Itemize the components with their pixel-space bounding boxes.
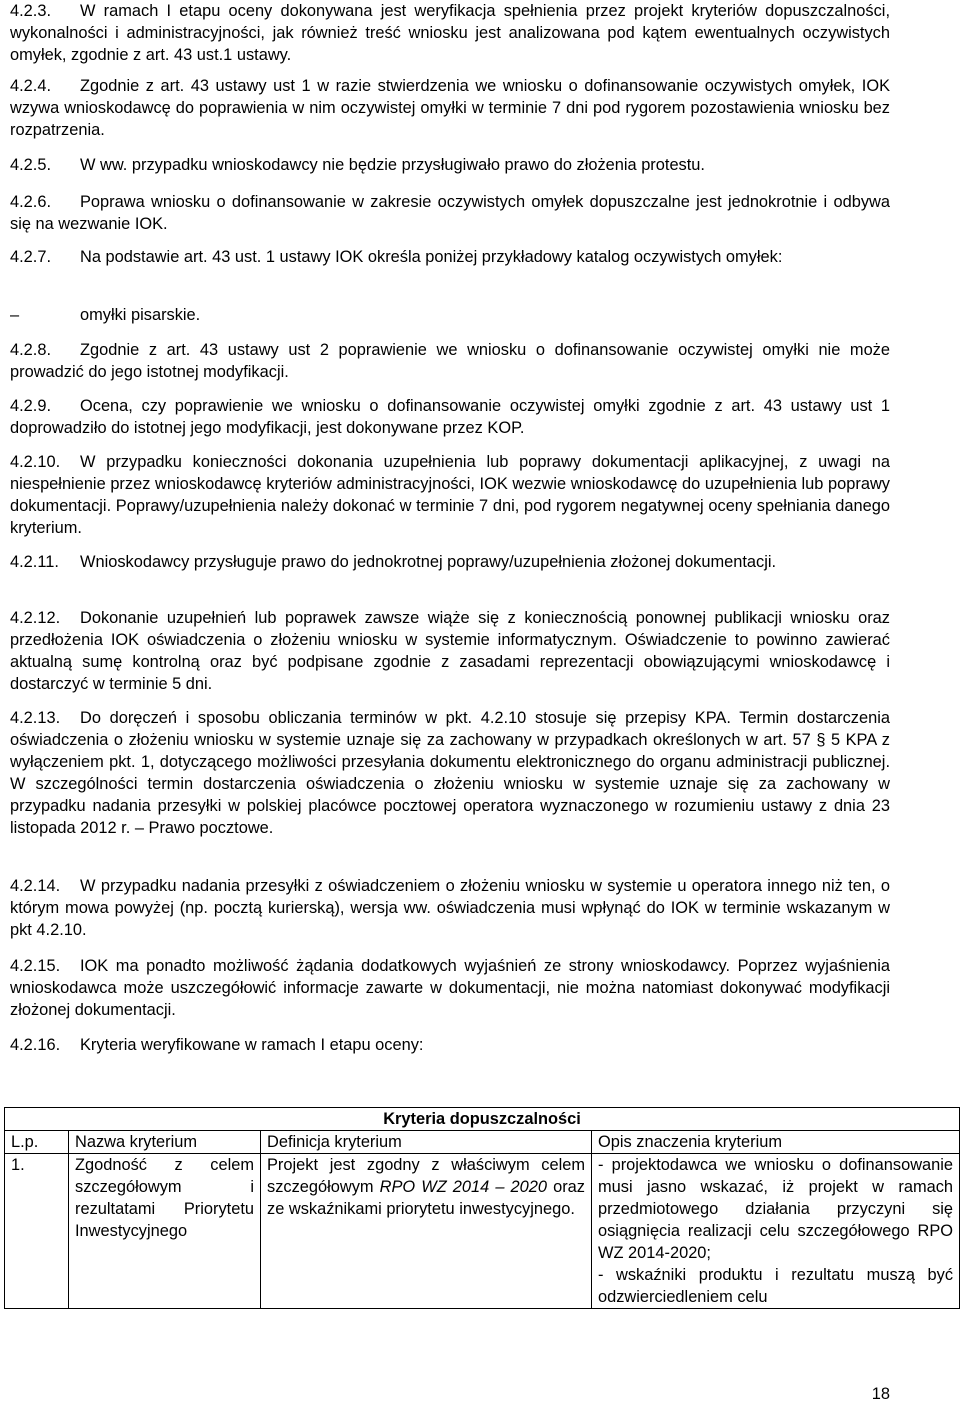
row-criterion-description [592,1154,960,1309]
column-header: L.p. [5,1131,69,1154]
paragraph-number: 4.2.15. [10,957,61,975]
paragraph-4-2-15 [10,955,890,1021]
paragraph-4-2-9 [10,395,890,439]
table-row [5,1154,960,1309]
paragraph-4-2-8 [10,339,890,383]
list-item-text: omyłki pisarskie. [80,306,201,324]
paragraph-number: 4.2.14. [10,877,61,895]
description-point: - wskaźniki produktu i rezultatu muszą być odzwierciedleniem celu [598,1266,954,1306]
row-lp: 1. [5,1154,69,1309]
paragraph-number: 4.2.7. [10,248,52,266]
definition-text: Projekt jest zgodny z właściwym celem szczegółowym [267,1156,585,1196]
column-header: Nazwa kryterium [69,1131,261,1154]
paragraph-text: Zgodnie z art. 43 ustawy ust 1 w razie stwierdzenia we wniosku o dofinansowanie oczywistych omyłek, IOK wzywa wnioskodawcę do poprawienia w nim oczywistej omyłki w terminie 7 dni pod rygorem pozostawienia wniosku bez rozpatrzenia. [10,77,890,139]
paragraph-text: W przypadku nadania przesyłki z oświadczeniem o złożeniu wniosku w systemie u operatora innego niż ten, o którym mowa powyżej (np. pocztą kurierską), wersja ww. oświadczenia musi wpłynąć do IOK w terminie wskazanym w pkt 4.2.10. [10,877,890,939]
paragraph-4-2-3 [10,0,890,66]
paragraph-text: Na podstawie art. 43 ust. 1 ustawy IOK określa poniżej przykładowy katalog oczywistych omyłek: [80,248,783,266]
paragraph-4-2-12 [10,607,890,695]
paragraph-number: 4.2.16. [10,1036,61,1054]
paragraph-text: Kryteria weryfikowane w ramach I etapu oceny: [80,1036,424,1054]
definition-program-name: RPO WZ 2014 – 2020 [379,1178,548,1196]
paragraph-number: 4.2.4. [10,77,52,95]
paragraph-text: Zgodnie z art. 43 ustawy ust 2 poprawienie we wniosku o dofinansowanie oczywistej omyłki nie może prowadzić do jego istotnej modyfikacji. [10,341,890,381]
paragraph-text: IOK ma ponadto możliwość żądania dodatkowych wyjaśnień ze strony wnioskodawcy. Poprzez wyjaśnienia wnioskodawca może uszczegółowić informacje zawarte w dokumentacji, nie można natomiast dokonywać modyfikacji złożonej dokumentacji. [10,957,890,1019]
paragraph-4-2-10 [10,451,890,539]
paragraph-number: 4.2.13. [10,709,61,727]
paragraph-4-2-13 [10,707,890,839]
list-item [10,304,890,326]
paragraph-text: Ocena, czy poprawienie we wniosku o dofinansowanie oczywistej omyłki zgodnie z art. 43 ustawy ust 1 doprowadziło do istotnej jego modyfikacji, jest dokonywane przez KOP. [10,397,890,437]
paragraph-text: W ww. przypadku wnioskodawcy nie będzie przysługiwało prawo do złożenia protestu. [80,156,705,174]
criteria-table [4,1107,960,1309]
row-criterion-name: Zgodność z celem szczegółowym i rezultatami Priorytetu Inwestycyjnego [69,1154,261,1309]
paragraph-number: 4.2.12. [10,609,61,627]
paragraph-text: W ramach I etapu oceny dokonywana jest weryfikacja spełnienia przez projekt kryteriów dopuszczalności, wykonalności i administracyjności, jak również treść wniosku jest analizowana pod kątem ewentualnych oczywistych omyłek, zgodnie z art. 43 ust.1 ustawy. [10,2,890,64]
table-title: Kryteria dopuszczalności [5,1108,960,1131]
table-title-row [5,1108,960,1131]
paragraph-text: Wnioskodawcy przysługuje prawo do jednokrotnej poprawy/uzupełnienia złożonej dokumentacji. [80,553,777,571]
dash-bullet: – [10,306,20,324]
paragraph-4-2-5 [10,154,890,176]
column-header: Opis znaczenia kryterium [592,1131,960,1154]
description-point: - projektodawca we wniosku o dofinansowanie musi jasno wskazać, iż projekt w ramach przedmiotowego działania przyczyni się osiągnięcia realizacji celu szczegółowego RPO WZ 2014-2020; [598,1156,954,1262]
paragraph-number: 4.2.5. [10,156,52,174]
paragraph-number: 4.2.6. [10,193,52,211]
paragraph-number: 4.2.11. [10,553,59,571]
paragraph-number: 4.2.8. [10,341,52,359]
paragraph-4-2-6 [10,191,890,235]
paragraph-text: Dokonanie uzupełnień lub poprawek zawsze wiąże się z koniecznością ponownej publikacji wniosku oraz przedłożenia IOK oświadczenia o złożeniu wniosku w systemie informatycznym. Oświadczenie to powinno zawierać aktualną sumę kontrolną oraz być podpisane zgodnie z zasadami reprezentacji obowiązującymi wnioskodawcę i dostarczyć w terminie 5 dni. [10,609,890,693]
paragraph-text: Do doręczeń i sposobu obliczania terminów w pkt. 4.2.10 stosuje się przepisy KPA. Termin dostarczenia oświadczenia o złożeniu wniosku w systemie uznaje się za zachowany w przypadkach określonych w art. 57 § 5 KPA z wyłączeniem pkt. 1, dotyczącego możliwości przesyłania dokumentu elektronicznego do organu administracji publicznej. W szczególności termin dostarczenia oświadczenia o złożeniu wniosku w systemie uznaje się za zachowany w przypadku nadania przesyłki w polskiej placówce pocztowej operatora wyznaczonego w rozumieniu ustawy z dnia 23 listopada 2012 r. – Prawo pocztowe. [10,709,890,837]
definition-text: oraz ze wskaźnikami priorytetu inwestycyjnego. [267,1178,585,1218]
paragraph-number: 4.2.10. [10,453,61,471]
paragraph-number: 4.2.9. [10,397,52,415]
row-criterion-definition [261,1154,592,1309]
page-number: 18 [871,1385,890,1403]
paragraph-4-2-16 [10,1034,890,1056]
paragraph-text: Poprawa wniosku o dofinansowanie w zakresie oczywistych omyłek dopuszczalne jest jednokrotnie i odbywa się na wezwanie IOK. [10,193,890,233]
paragraph-4-2-14 [10,875,890,941]
table-header-row [5,1131,960,1154]
paragraph-4-2-7 [10,246,890,268]
paragraph-text: W przypadku konieczności dokonania uzupełnienia lub poprawy dokumentacji aplikacyjnej, z uwagi na niespełnienie przez wnioskodawcę kryteriów administracyjności, IOK wezwie wnioskodawcę do uzupełnienia lub poprawy dokumentacji. Poprawy/uzupełnienia należy dokonać w terminie 7 dni, pod rygorem negatywnej oceny spełniania danego kryterium. [10,453,890,537]
paragraph-4-2-4 [10,75,890,141]
paragraph-number: 4.2.3. [10,2,52,20]
paragraph-4-2-11 [10,551,890,573]
column-header: Definicja kryterium [261,1131,592,1154]
